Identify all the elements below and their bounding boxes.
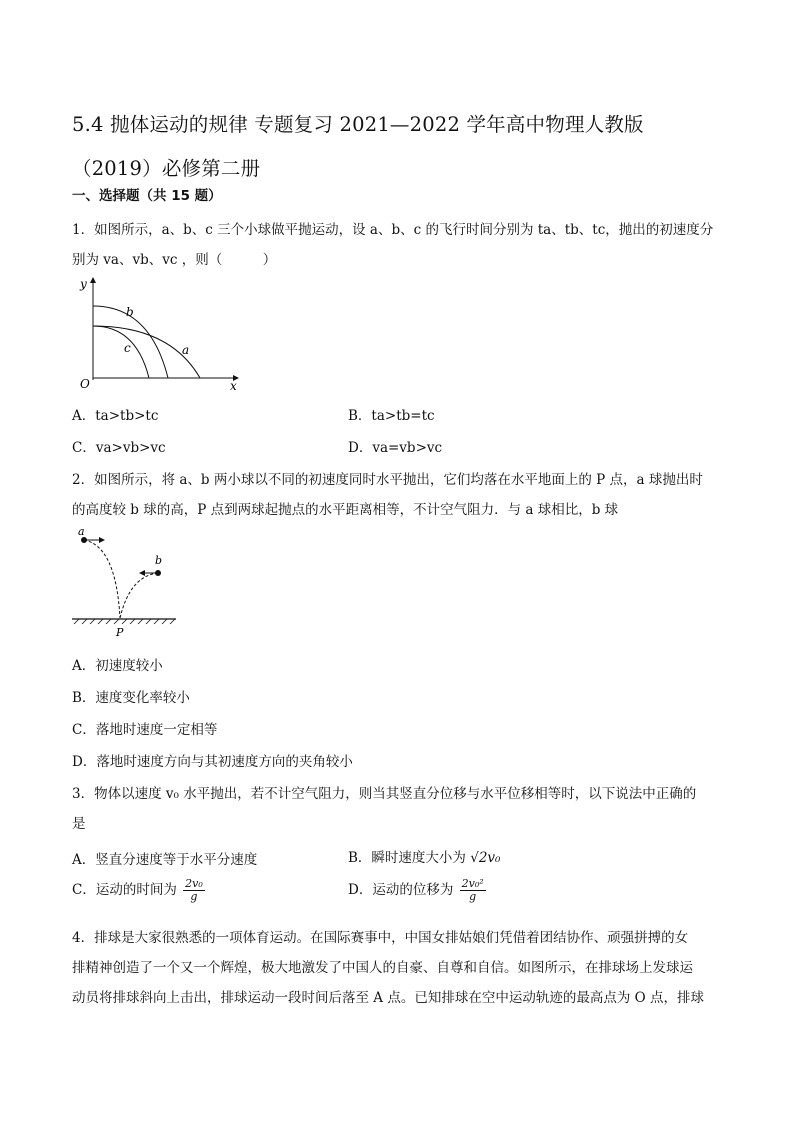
q1-label-a: a [182, 343, 190, 357]
title-line-1: 5.4 抛体运动的规律 专题复习 2021—2022 学年高中物理人教版 [72, 113, 644, 136]
q2-option-a[interactable]: A．初速度较小 [72, 658, 163, 674]
q3-option-b-text: B．瞬时速度大小为 [348, 850, 466, 866]
q4-stem-line-3: 动员将排球斜向上击出，排球运动一段时间后落至 A 点。已知排球在空中运动轨迹的最高点为 O 点，排球 [72, 990, 704, 1006]
q3-option-c[interactable] [72, 878, 205, 903]
q3-stem-line-1: 3．物体以速度 v₀ 水平抛出，若不计空气阻力，则当其竖直分位移与水平位移相等时，以下说法中正确的 [72, 786, 697, 802]
q2-option-d[interactable]: D．落地时速度方向与其初速度方向的夹角较小 [72, 754, 353, 770]
q2-trajectory-b [120, 573, 158, 618]
q3-stem-line-2: 是 [72, 816, 86, 832]
q4-stem-line-1: 4．排球是大家很熟悉的一项体育运动。在国际赛事中，中国女排姑娘们凭借着团结协作、顽强拼搏的女 [72, 930, 689, 946]
document-title [72, 103, 732, 191]
q1-option-d[interactable]: D．va=vb>vc [348, 440, 443, 456]
q3-option-c-denominator: g [190, 890, 198, 903]
q2-option-b[interactable]: B．速度变化率较小 [72, 690, 190, 706]
q3-option-c-text: C．运动的时间为 [72, 882, 177, 898]
q1-label-c: c [124, 341, 131, 355]
q1-option-a[interactable]: A．ta>tb>tc [72, 408, 159, 424]
q2-option-c[interactable]: C．落地时速度一定相等 [72, 722, 218, 738]
q3-option-b[interactable] [348, 846, 500, 866]
title-line-2: （2019）必修第二册 [72, 157, 261, 180]
q2-label-b: b [155, 554, 163, 567]
q3-option-d-text: D．运动的位移为 [348, 882, 454, 898]
q1-option-c[interactable]: C．va>vb>vc [72, 440, 166, 456]
q4-stem-line-2: 排精神创造了一个又一个辉煌，极大地激发了中国人的自豪、自尊和自信。如图所示，在排球场上发球运 [72, 960, 693, 976]
q3-option-c-fraction [183, 878, 205, 903]
q3-option-b-math: √2v₀ [470, 850, 501, 866]
q2-ground-hatch [74, 619, 175, 624]
q3-option-d-numerator: 2v₀² [461, 877, 484, 890]
q2-trajectory-a [84, 540, 120, 618]
q1-curve-c [93, 326, 149, 378]
q3-option-d-denominator: g [469, 890, 477, 903]
q1-option-b[interactable]: B．ta>tb=tc [348, 408, 435, 424]
q2-stem-line-2: 的高度较 b 球的高，P 点到两球起抛点的水平距离相等，不计空气阻力．与 a 球相比，b 球 [72, 502, 619, 518]
q2-label-a: a [78, 526, 85, 538]
q3-option-c-numerator: 2v₀ [185, 877, 203, 890]
q1-label-x: x [230, 379, 237, 393]
q2-stem-line-1: 2．如图所示，将 a、b 两小球以不同的初速度同时水平抛出，它们均落在水平地面上的 P 点，a 球抛出时 [72, 472, 703, 488]
q1-label-b: b [126, 305, 134, 319]
q1-label-o: O [80, 377, 90, 391]
q2-label-p: P [116, 626, 124, 639]
q1-figure [72, 272, 252, 394]
q1-label-y: y [80, 277, 87, 291]
q3-option-a[interactable]: A．竖直分速度等于水平分速度 [72, 852, 258, 868]
q3-option-d[interactable] [348, 878, 486, 903]
q1-stem-line-2: 别为 va、vb、vc ，则（ ） [72, 252, 277, 268]
q1-stem-line-1: 1．如图所示，a、b、c 三个小球做平抛运动，设 a、b、c 的飞行时间分别为 ta、tb、tc，抛出的初速度分 [72, 222, 714, 238]
section-heading: 一、选择题（共 15 题） [72, 188, 222, 204]
q3-option-d-fraction [460, 878, 486, 903]
q2-figure [72, 526, 182, 642]
